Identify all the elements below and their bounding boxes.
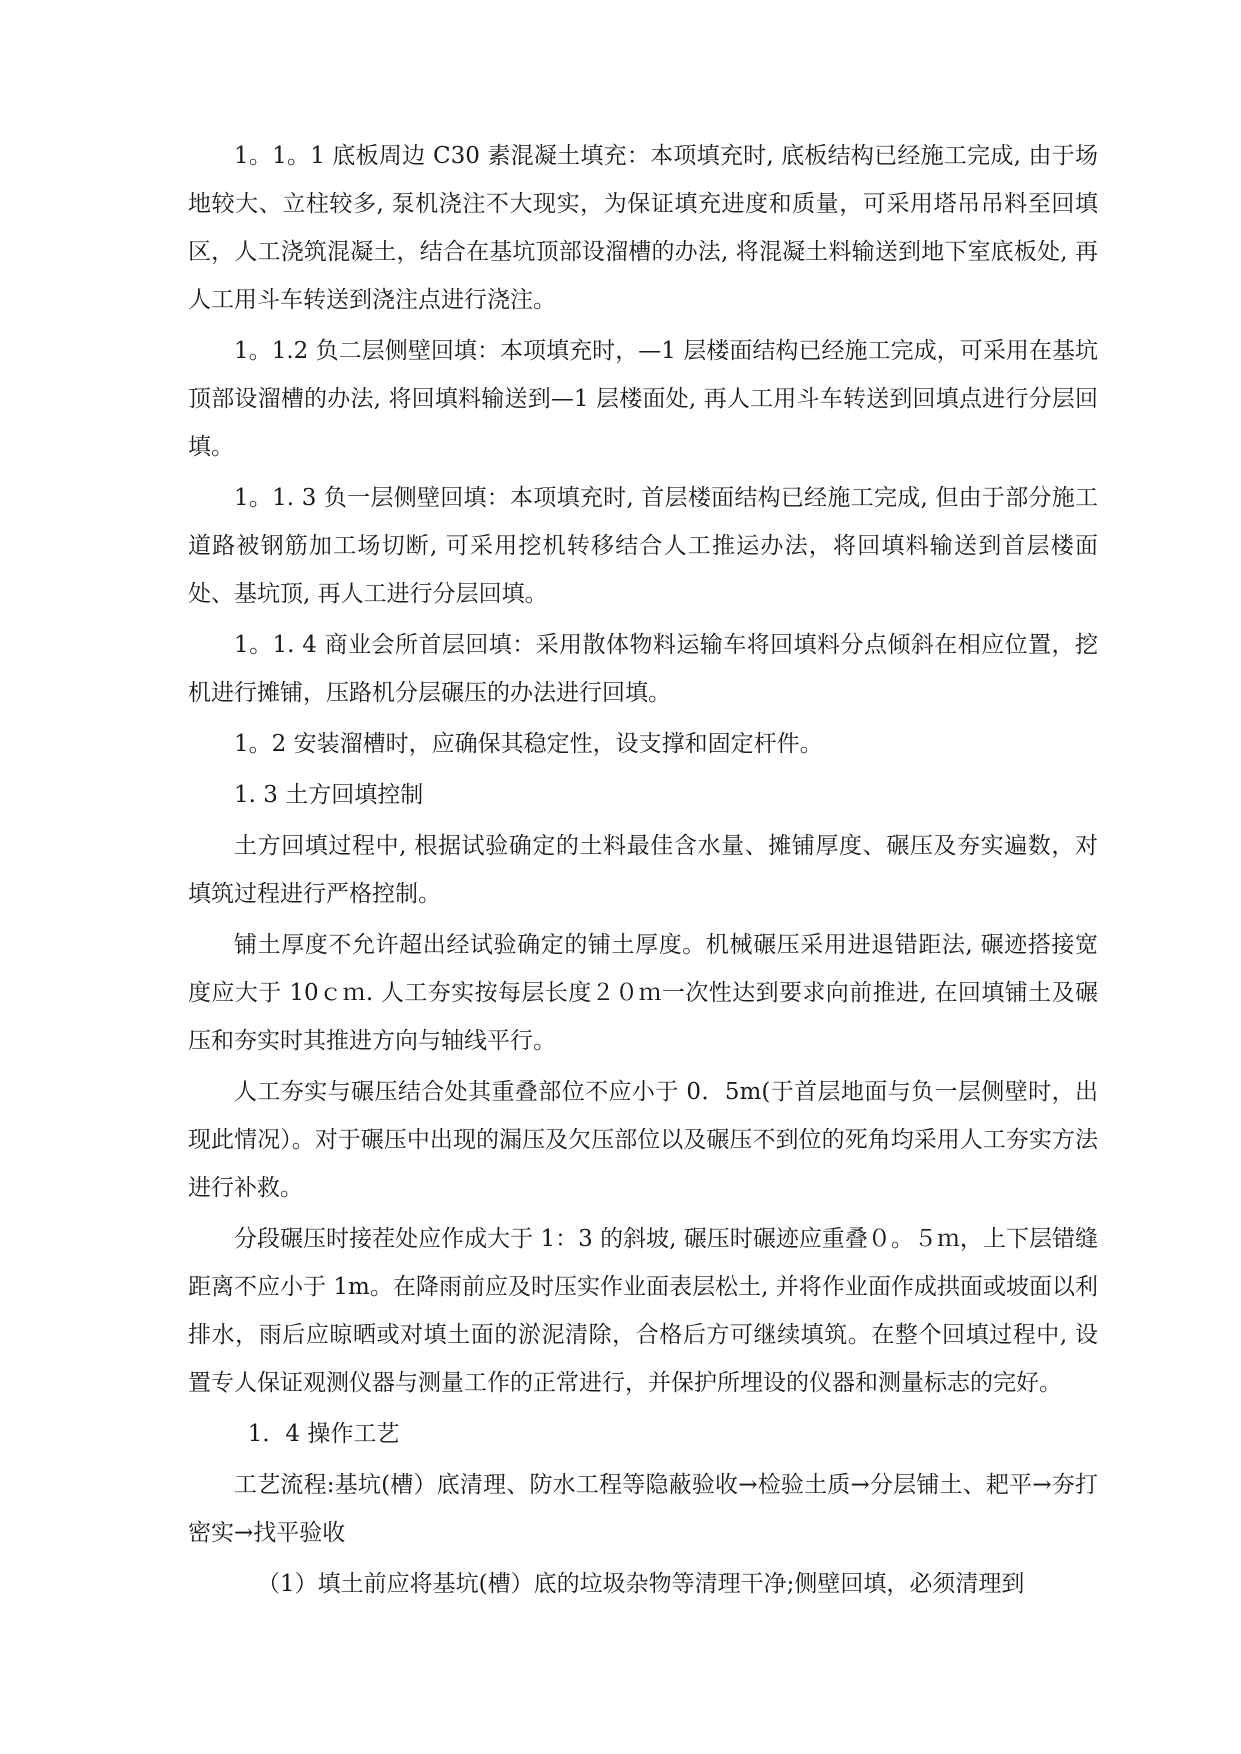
paragraph-step-1: （1）填土前应将基坑(槽）底的垃圾杂物等清理干净;侧壁回填，必须清理到: [257, 1571, 1025, 1597]
paragraph-lift-thickness: 铺土厚度不允许超出经试验确定的铺土厚度。机械碾压采用进退错距法, 碾迹搭接宽度应大于 10ｃｍ. 人工夯实按每层长度２０ｍ一次性达到要求向前推进, 在回填铺土及碾压和夯实时其推进方向与轴线平行。: [188, 932, 1098, 1054]
paragraph-1-1-2: 1。1.2 负二层侧壁回填：本项填充时，—1 层楼面结构已经施工完成，可采用在基坑顶部设溜槽的办法, 将回填料输送到—1 层楼面处, 再人工用斗车转送到回填点进行分层回填。: [188, 338, 1098, 460]
heading-1-3: 1. 3 土方回填控制: [234, 782, 424, 808]
document-body: [188, 132, 1098, 1608]
paragraph-segment-compaction: 分段碾压时接茬处应作成大于 1：3 的斜坡, 碾压时碾迹应重叠０。５ｍ，上下层错缝距离不应小于 1m。在降雨前应及时压实作业面表层松土, 并将作业面作成拱面或坡面以利排水，雨后应晾晒或对填土面的淤泥清除，合格后方可继续填筑。在整个回填过程中, 设置专人保证观测仪器与测量工作的正常进行，并保护所埋设的仪器和测量标志的完好。: [188, 1226, 1098, 1396]
paragraph-1-1-3: 1。1. 3 负一层侧壁回填：本项填充时, 首层楼面结构已经施工完成, 但由于部分施工道路被钢筋加工场切断, 可采用挖机转移结合人工推运办法，将回填料输送到首层楼面处、基坑顶, 再人工进行分层回填。: [188, 485, 1098, 607]
paragraph-1-1-1: 1。1。1 底板周边 C30 素混凝土填充：本项填充时, 底板结构已经施工完成, 由于场地较大、立柱较多, 泵机浇注不大现实，为保证填充进度和质量，可采用塔吊吊料至回填区，人工浇筑混凝土，结合在基坑顶部设溜槽的办法, 将混凝土料输送到地下室底板处, 再人工用斗车转送到浇注点进行浇注。: [188, 143, 1098, 313]
paragraph-overlap: 人工夯实与碾压结合处其重叠部位不应小于 0．5m(于首层地面与负一层侧壁时，出现此情况）。对于碾压中出现的漏压及欠压部位以及碾压不到位的死角均采用人工夯实方法进行补救。: [188, 1079, 1098, 1201]
paragraph-1-2: 1。2 安装溜槽时，应确保其稳定性，设支撑和固定杆件。: [234, 731, 823, 757]
heading-1-4: 1．4 操作工艺: [247, 1421, 400, 1447]
paragraph-process-flow: 工艺流程:基坑(槽）底清理、防水工程等隐蔽验收→检验土质→分层铺土、耙平→夯打密实→找平验收: [188, 1472, 1098, 1546]
paragraph-backfill-control: 土方回填过程中, 根据试验确定的土料最佳含水量、摊铺厚度、碾压及夯实遍数，对填筑过程进行严格控制。: [188, 833, 1098, 907]
paragraph-1-1-4: 1。1. 4 商业会所首层回填：采用散体物料运输车将回填料分点倾斜在相应位置，挖机进行摊铺，压路机分层碾压的办法进行回填。: [188, 632, 1098, 706]
